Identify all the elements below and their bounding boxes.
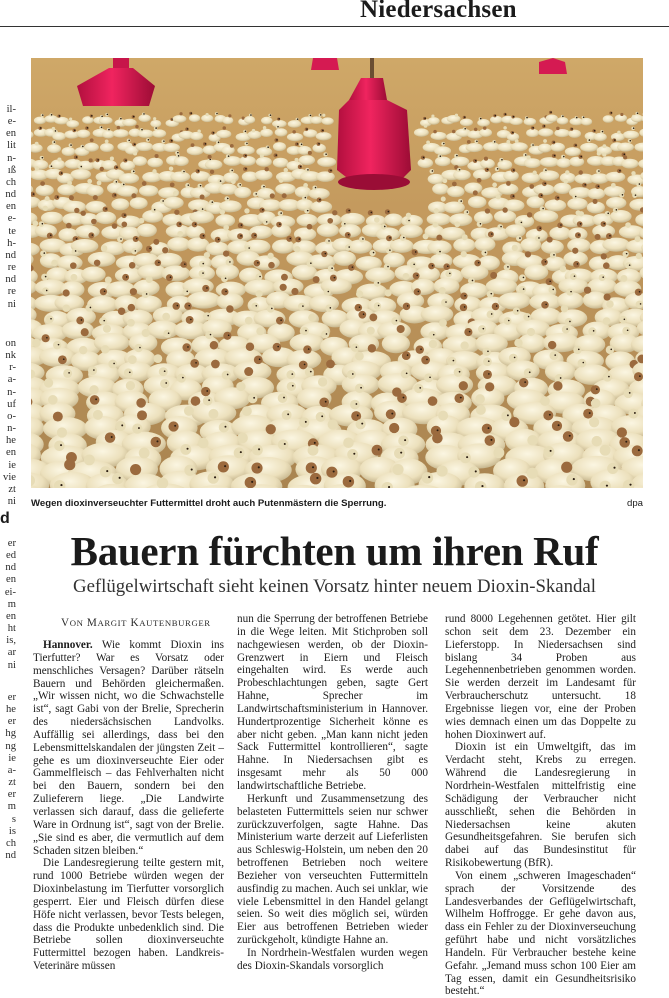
previous-column-line: ni (0, 660, 16, 672)
byline (61, 617, 211, 629)
previous-column-line: nd (0, 250, 16, 262)
article-paragraph: In Nordrhein-Westfalen wurden wegen des Dioxin-Skandals vorsorglich (237, 947, 428, 973)
previous-column-line: is, (0, 635, 16, 647)
article-paragraph: Dioxin ist ein Umweltgift, das im Verdacht steht, Krebs zu erregen. Während die Landesregierung in Nordrhein-Westfalen mittelfristig eine Schädigung der Verbraucher nicht ausschließt, sehen die Behörden in Niedersachsen keine akuten Gesundheitsgefahren. Sie berufen sich dabei auf das Bundesinstitut für Risikobewertung (BfR). (445, 741, 636, 869)
caption-text: Wegen dioxinverseuchter Futtermittel droht auch Putenmästern die Sperrung. (31, 498, 386, 509)
previous-column-line: te (0, 226, 16, 238)
previous-column-line: ch (0, 177, 16, 189)
previous-column-mid (0, 338, 16, 508)
previous-column-line: ni (0, 299, 16, 311)
previous-column-line: en (0, 201, 16, 213)
previous-column-line: nd (0, 850, 16, 862)
feeder-far-mid (311, 58, 339, 70)
previous-column-line: is (0, 826, 16, 838)
previous-column-line: re (0, 262, 16, 274)
previous-column-line: he (0, 435, 16, 447)
previous-column-line: ng (0, 741, 16, 753)
previous-column-line: n- (0, 423, 16, 435)
previous-column-line: il- (0, 104, 16, 116)
previous-column-line: en (0, 574, 16, 586)
previous-column-line: a- (0, 765, 16, 777)
previous-column-line: e- (0, 116, 16, 128)
headline: Bauern fürchten um ihren Ruf (0, 527, 669, 575)
previous-column-line: en (0, 128, 16, 140)
article-paragraph (33, 639, 224, 857)
article-paragraph: Die Landesregierung teilte gestern mit, rund 1000 Betriebe würden wegen der Dioxinbelastung im Tierfutter vorsorglich gesperrt. Eier und Fleisch dürfen diese Höfe nicht verlassen, bevor Tests belegen, dass die Produkte unbedenklich sind. Die Betriebe sollen dioxinverseuchte Futtermittel bezogen haben. Landkreis-Veterinäre müssen (33, 857, 224, 973)
previous-column-line: he (0, 704, 16, 716)
previous-column-line: h- (0, 238, 16, 250)
previous-column-line: re (0, 286, 16, 298)
previous-column-line: nd (0, 562, 16, 574)
previous-column-line: ed (0, 550, 16, 562)
previous-column-line: ei- (0, 587, 16, 599)
photo-credit: dpa (627, 498, 643, 509)
previous-column-line: ht (0, 623, 16, 635)
previous-column-line: e- (0, 213, 16, 225)
previous-column-line: er (0, 716, 16, 728)
previous-column-line: n- (0, 153, 16, 165)
previous-column-line: er (0, 789, 16, 801)
previous-column-line: ie (0, 753, 16, 765)
previous-column-line: r- (0, 362, 16, 374)
previous-column-line: ch (0, 838, 16, 850)
previous-column-line: ıß (0, 165, 16, 177)
article-paragraph: Herkunft und Zusammensetzung des belasteten Futtermittels seien nur schwer zurückzuverfolgen, sagte Hahne. Das Ministerium warte derzeit auf Lieferlisten aus Schleswig-Holstein, um neben den 20 betroffenen Betrieben noch weitere Bezieher von verseuchten Futtermitteln ausfindig zu machen. Auch sei unklar, wie viele Lebensmittel in den Handel gelangt seien. So weit dies möglich sei, würden Eier aus betroffenen Betrieben wieder zurückgeholt, kündigte Hahne an. (237, 793, 428, 947)
previous-column-line: zt (0, 777, 16, 789)
previous-column-line: hg (0, 728, 16, 740)
previous-column-line: en (0, 611, 16, 623)
previous-column-line: ar (0, 647, 16, 659)
previous-column-line: m (0, 599, 16, 611)
previous-column-line: o- (0, 411, 16, 423)
dateline: Hannover. (43, 639, 93, 651)
turkey-chicks-photo (31, 58, 643, 488)
previous-column-line: a- (0, 374, 16, 386)
byline-word: VON (61, 617, 83, 629)
article-paragraph: Von einem „schweren Imageschaden“ sprach der Vorsitzende des Landesverbandes der Geflügelwirtschaft, Wilhelm Hoffrogge. Er gehe davon aus, dass ein Fehler zu der Dioxinverseuchung geführt habe und nicht vorsätzliches Handeln. Für Verbraucher bestehe keine Gefahr. „Jemand muss schon 100 Eier am Tag essen, damit ein Gesundheitsrisiko besteht.“ (445, 870, 636, 998)
previous-column-line: nd (0, 274, 16, 286)
previous-column-line: lit (0, 140, 16, 152)
previous-column-line: ie (0, 460, 16, 472)
previous-column-line: n- (0, 387, 16, 399)
previous-column-line: vie (0, 472, 16, 484)
previous-column-line: en (0, 447, 16, 459)
article-paragraph: nun die Sperrung der betroffenen Betriebe in die Wege leiten. Mit Stichproben soll nachgewiesen werden, ob der Dioxin-Grenzwert in Eiern und Fleisch eingehalten wird. Es werde auch Probeschlachtungen geben, sagte Gert Hahne, Sprecher im Landwirtschaftsministerium in Hannover. Hundertprozentige Sicherheit könne es aber nicht geben. „Man kann nicht jeden Sack Futtermittel kontrollieren“, sagte Hahne. In Niedersachsen gibt es insgesamt mehr als 50 000 landwirtschaftliche Betriebe. (237, 613, 428, 793)
previous-column-line: uf (0, 399, 16, 411)
previous-column-line: on (0, 338, 16, 350)
previous-column-line: zt (0, 484, 16, 496)
previous-column-line: ni (0, 496, 16, 508)
previous-column-line: er (0, 538, 16, 550)
section-rule (0, 26, 669, 27)
previous-column-line: nd (0, 189, 16, 201)
previous-column-line: s (0, 814, 16, 826)
subheadline: Geflügelwirtschaft sieht keinen Vorsatz hinter neuem Dioxin-Skandal (0, 576, 669, 598)
paragraph-text: Wie kommt Dioxin ins Tierfutter? War es Vorsatz oder menschliches Versagen? Darüber rätseln Bauern und Behörden gleichermaßen. „Wir wissen nicht, wo die Schwachstelle ist“, sagt Gabi von der Brelie, Sprecherin des niedersächsischen Landvolks. Auffällig sei allerdings, dass bei den Lebensmittelskandalen der jüngsten Zeit – gehe es um dioxinverseuchte Eier oder Gammelfleisch – das Fehlverhalten nicht bei den Bauern, sondern bei den Zulieferern liege. „Die Landwirte verlassen sich darauf, dass die gelieferte Ware in Ordnung ist“, sagt von der Brelie. „Sie sind es aber, die vermutlich auf dem Schaden sitzen bleiben.“ (33, 639, 224, 857)
article-column-2 (237, 613, 428, 973)
previous-column-line: m (0, 801, 16, 813)
photo-caption (31, 498, 643, 512)
previous-column-line: nk (0, 350, 16, 362)
byline-word: KAUTENBURGER (131, 617, 211, 629)
section-title: Niedersachsen (360, 0, 517, 24)
article-column-3 (445, 613, 636, 998)
previous-column-top (0, 104, 16, 311)
previous-column-line: er (0, 692, 16, 704)
article-column-1 (33, 639, 224, 973)
article-paragraph: rund 8000 Legehennen getötet. Hier gilt schon seit dem 23. Dezember ein Lieferstopp. In Niedersachsen sind bislang 34 Proben aus Legehennenbetrieben genommen worden. Sie werden derzeit im Landesamt für Verbraucherschutz untersucht. 18 Ergebnisse liegen vor, eine der Proben wies demnach einen um das Doppelte zu hohen Dioxinwert auf. (445, 613, 636, 741)
byline-word: MARGIT (87, 617, 127, 629)
previous-column-bottom (0, 692, 16, 862)
previous-column-heading: d (0, 510, 12, 528)
